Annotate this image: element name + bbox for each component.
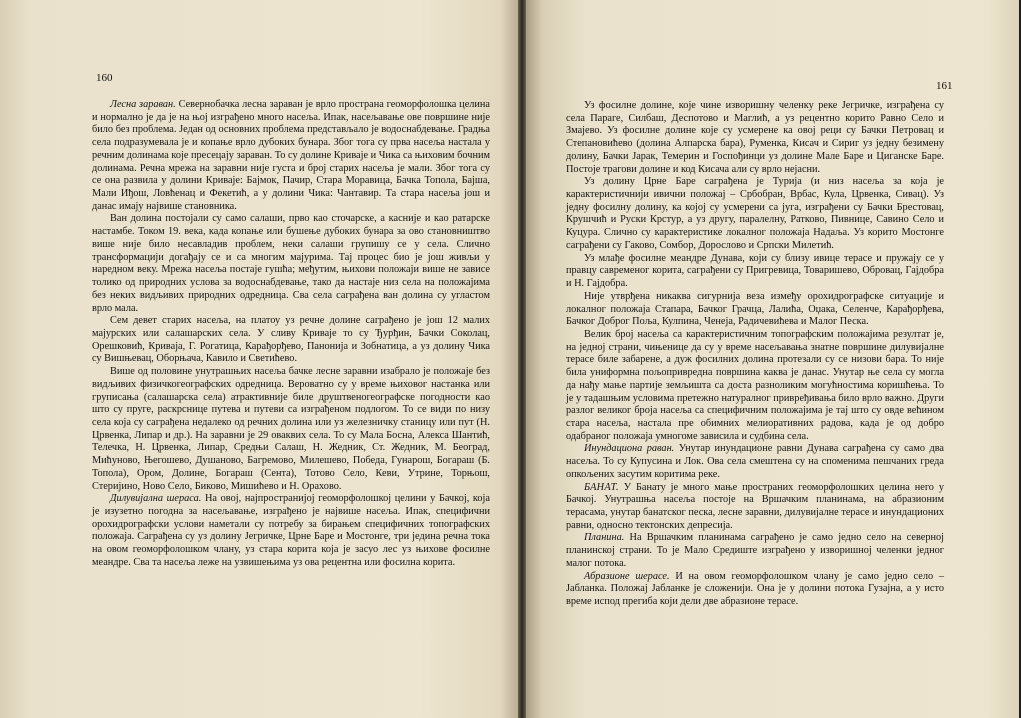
- paragraph: [92, 366, 490, 493]
- paragraph-heading: Лесна зараван.: [110, 99, 176, 110]
- page-body: [566, 100, 944, 609]
- paragraph-text: Више од половине унутрашњих насеља бачке лесне заравни изабрало је положаје без видљивих физичкогеографских одредница. Вероватно су у време њиховог настанка или груписања (салашарска села) атрактивније биле друштвеногеографске погодности као што су пруге, раскрснице путева и путеви са изграђеном подлогом. То се види по низу села која су саграђена недалеко од речних долина или уз железничку станицу или пут (Н. Црвенка, Липар и др.). На заравни је 29 оваквих села. То су Мала Босна, Алекса Шантић, Телечка, Н. Црвенка, Липар, Средњи Салаш, Н. Жедник, Ст. Жедник, М. Београд, Мићуново, Његошево, Душаново, Багремово, Милешево, Победа, Гунарош, Богараш (Б. Топола), Ором, Долине, Богараш (Сента), Тотово Село, Кеви, Утрине, Торњош, Стеријино, Ново Село, Биково, Мишићево и Н. Орахово.: [92, 366, 490, 492]
- paragraph: [92, 99, 490, 213]
- paragraph-heading: Инундациона раван.: [584, 443, 675, 455]
- page-number: 160: [96, 72, 113, 84]
- paragraph-text: И на овом геоморфолошком члану је само једно село – Јабланка. Положај Јабланке је сложенији. Она је у долини потока Гузајна, а у исто време испод прегиба који дели две абразионе терасе.: [566, 570, 945, 608]
- paragraph: [566, 253, 944, 291]
- paragraph-text: Уз фосилне долине, које чине изворишну челенку реке Јегричке, изграђена су села Параге, Силбаш, Деспотово и Маглић, а уз рецентно корито Равно Село и Змајево. Уз фосилне долине које су усмерене ка овој реци су Бачки Петровац и Степановићево (долина Алпарска бара), Руменка, Кисач и Сириг уз једну безимену долину, Бачки Јарак, Темерин и Госпођинци уз долине Мале Баре и Циганске Баре. Постоје трагови долине и код Кисача али су врло нејасни.: [566, 100, 944, 175]
- paragraph: [92, 493, 490, 569]
- paragraph: [566, 482, 944, 533]
- paragraph: [566, 443, 944, 481]
- paragraph-heading: Абразионе шерaсе.: [584, 570, 670, 582]
- paragraph: [566, 176, 944, 252]
- paragraph-text: Севернобачка лесна зараван је врло пространа геоморфолошка целина и нормално је да је на њој изграђено много насеља. Ипак, насељавање ове површине није било без проблема. Један од основних проблема представљало је водоснабдевање. Градња села подразумевала је и копање врло дубоких бунара. Због тога су прва насеља настала у речним долинама које пресецају зараван. То су долине Криваје и Чика са њиховим бочним долинама. Речна мрежа на заравни није густа и број старих насеља је мали. Због тога су се она развила у долини Криваје: Бајмок, Пачир, Стара Моравица, Бачка Топола, Бајша, Мали Иђош, Ловћенац и Фекетић, а у долини Чика: Чантавир. Та стара насеља још и данас имају највише становника.: [92, 99, 490, 212]
- page-number: 161: [936, 80, 953, 92]
- page-body: [92, 99, 490, 570]
- paragraph-text: Није утврђена никаква сигурнија веза између орохидрографске ситуације и локалног положаја Стапара, Бачког Грачца, Лалића, Оџака, Селенче, Карађорђева, Бачког Доброг Поља, Кулпина, Ченеја, Радичевићева и Малог Песка.: [566, 290, 944, 328]
- paragraph: [92, 213, 490, 315]
- paragraph: [566, 329, 944, 443]
- paragraph-heading: Дилувијална шерaса.: [110, 493, 202, 505]
- paragraph: [566, 291, 944, 329]
- paragraph-heading: БАНАТ.: [584, 481, 619, 493]
- book-gutter: [518, 0, 526, 718]
- paragraph-heading: Планина.: [584, 532, 625, 544]
- right-page: [526, 0, 1019, 718]
- paragraph: [92, 315, 490, 366]
- paragraph-text: У Банату је много мање пространих геоморфолошких целина него у Бачкој. Унутрашња насеља постоје на Вршачким планинама, на абразионим терасама, унутар банатског песка, лесне заравни, дилувијалне терасе и инундационих равни, односно тектонских депресија.: [566, 481, 945, 531]
- paragraph-text: Сем девет старих насеља, на платоу уз речне долине саграђено је још 12 малих мајурских или салашарских села. У сливу Криваје то су Ђурђин, Бачки Соколац, Орешковић, Криваја, Г. Рогатица, Карађорђево, Панонија и Зобнатица, а уз долину Чика су Вишњевац, Оборњача, Кавило и Светићево.: [92, 315, 490, 365]
- paragraph-text: На Вршачким планинама саграђено је само једно село на северној планинској страни. То је Мало Средиште изграђено у изворишној челенки једног малог потока.: [566, 532, 944, 569]
- paragraph: [566, 100, 944, 176]
- paragraph-text: На овој, најпространијој геоморфолошкој целини у Бачкој, која је изузетно погодна за насељавање, изграђено је највише насеља. Ипак, специфични орохидрографски услови наметали су потребу за бирањем специфичних топографских положаја. Саграђена су уз долину Јегричке, Црне Баре и Мостонге, три једина речна тока на овом геоморфолошком члану, уз стара корита која је засуо лес уз њихове фосилне меандре. Сва та насеља леже на узвишењима уз ова рецентна или фосилна корита.: [92, 493, 490, 568]
- paragraph-text: Уз млађе фосилне меандре Дунава, који су близу ивице терасе и пружају се у правцу савременог корита, саграђени су Пригревица, Товаришево, Обровац, Гајдобра и Н. Гајдобра.: [566, 252, 944, 290]
- paragraph-text: Ван долина постојали су само салаши, прво као сточарске, а касније и као ратарске настамбе. Током 19. века, када копање или бушење дубоких бунара за ово становништво више није било несавладив проблем, неки салаши групишу се у села. Слично трансформацији догађају се и са многим мајурима. Тај процес био је још живљи у наредном веку. Мрежа насеља постаје гушћа; међутим, њихови положаји више не зависе толико од природних услова за водоснабдевање, тако да настаје низ села на положајима без неких видљивих природних одредница. Сва села саграђена ван долина су угластом врло мала.: [92, 213, 490, 314]
- paragraph: [566, 571, 944, 609]
- paragraph-text: Уз долину Црне Баре саграђена је Турија (и низ насеља за која је карактеристичнији ивични положај – Србобран, Врбас, Кула, Црвенка, Сивац). Уз једну фосилну долину, ка којој су усмерени са југа, изграђени су Бачки Брестовац, Крушчић и Руски Крстур, а уз другу, паралелну, Ратково, Пивнице, Савино Село и Куцура. Слично су карактеристике локалног положаја Надаља. Уз корито Мостонге саграђени су Гаково, Сомбор, Дорослово и Српски Милетић.: [566, 176, 944, 251]
- paragraph-text: Велик број насеља са карактеристичним топографским положајима резултат је, на једној страни, чињенице да су у време насељавања знатне површине дилувијалне терасе биле забарене, а дуж фосилних долина протезали су се низови бара. То није била униформна пољопривредна површина каква је данас. Унутар ње села су могла да нађу мање партије земљишта са доста разноликим могућностима коришћења. То је у тадашњим условима претежно натуралног привређивања било врло важно. Други разлог великог броја насеља са специфичним положајима је тај што су овде већином стара насеља, настала пре обимних мелиоративних радова, када је од добро одабраног положаја умногоме зависила и судбина села.: [566, 328, 944, 442]
- paragraph-text: Унутар инундационе равни Дунава саграђена су само два насеља. То су Купусина и Лок. Ова села смештена су на споменима пешчаних греда опкољених засутим коритима реке.: [566, 443, 944, 480]
- paragraph: [566, 532, 944, 570]
